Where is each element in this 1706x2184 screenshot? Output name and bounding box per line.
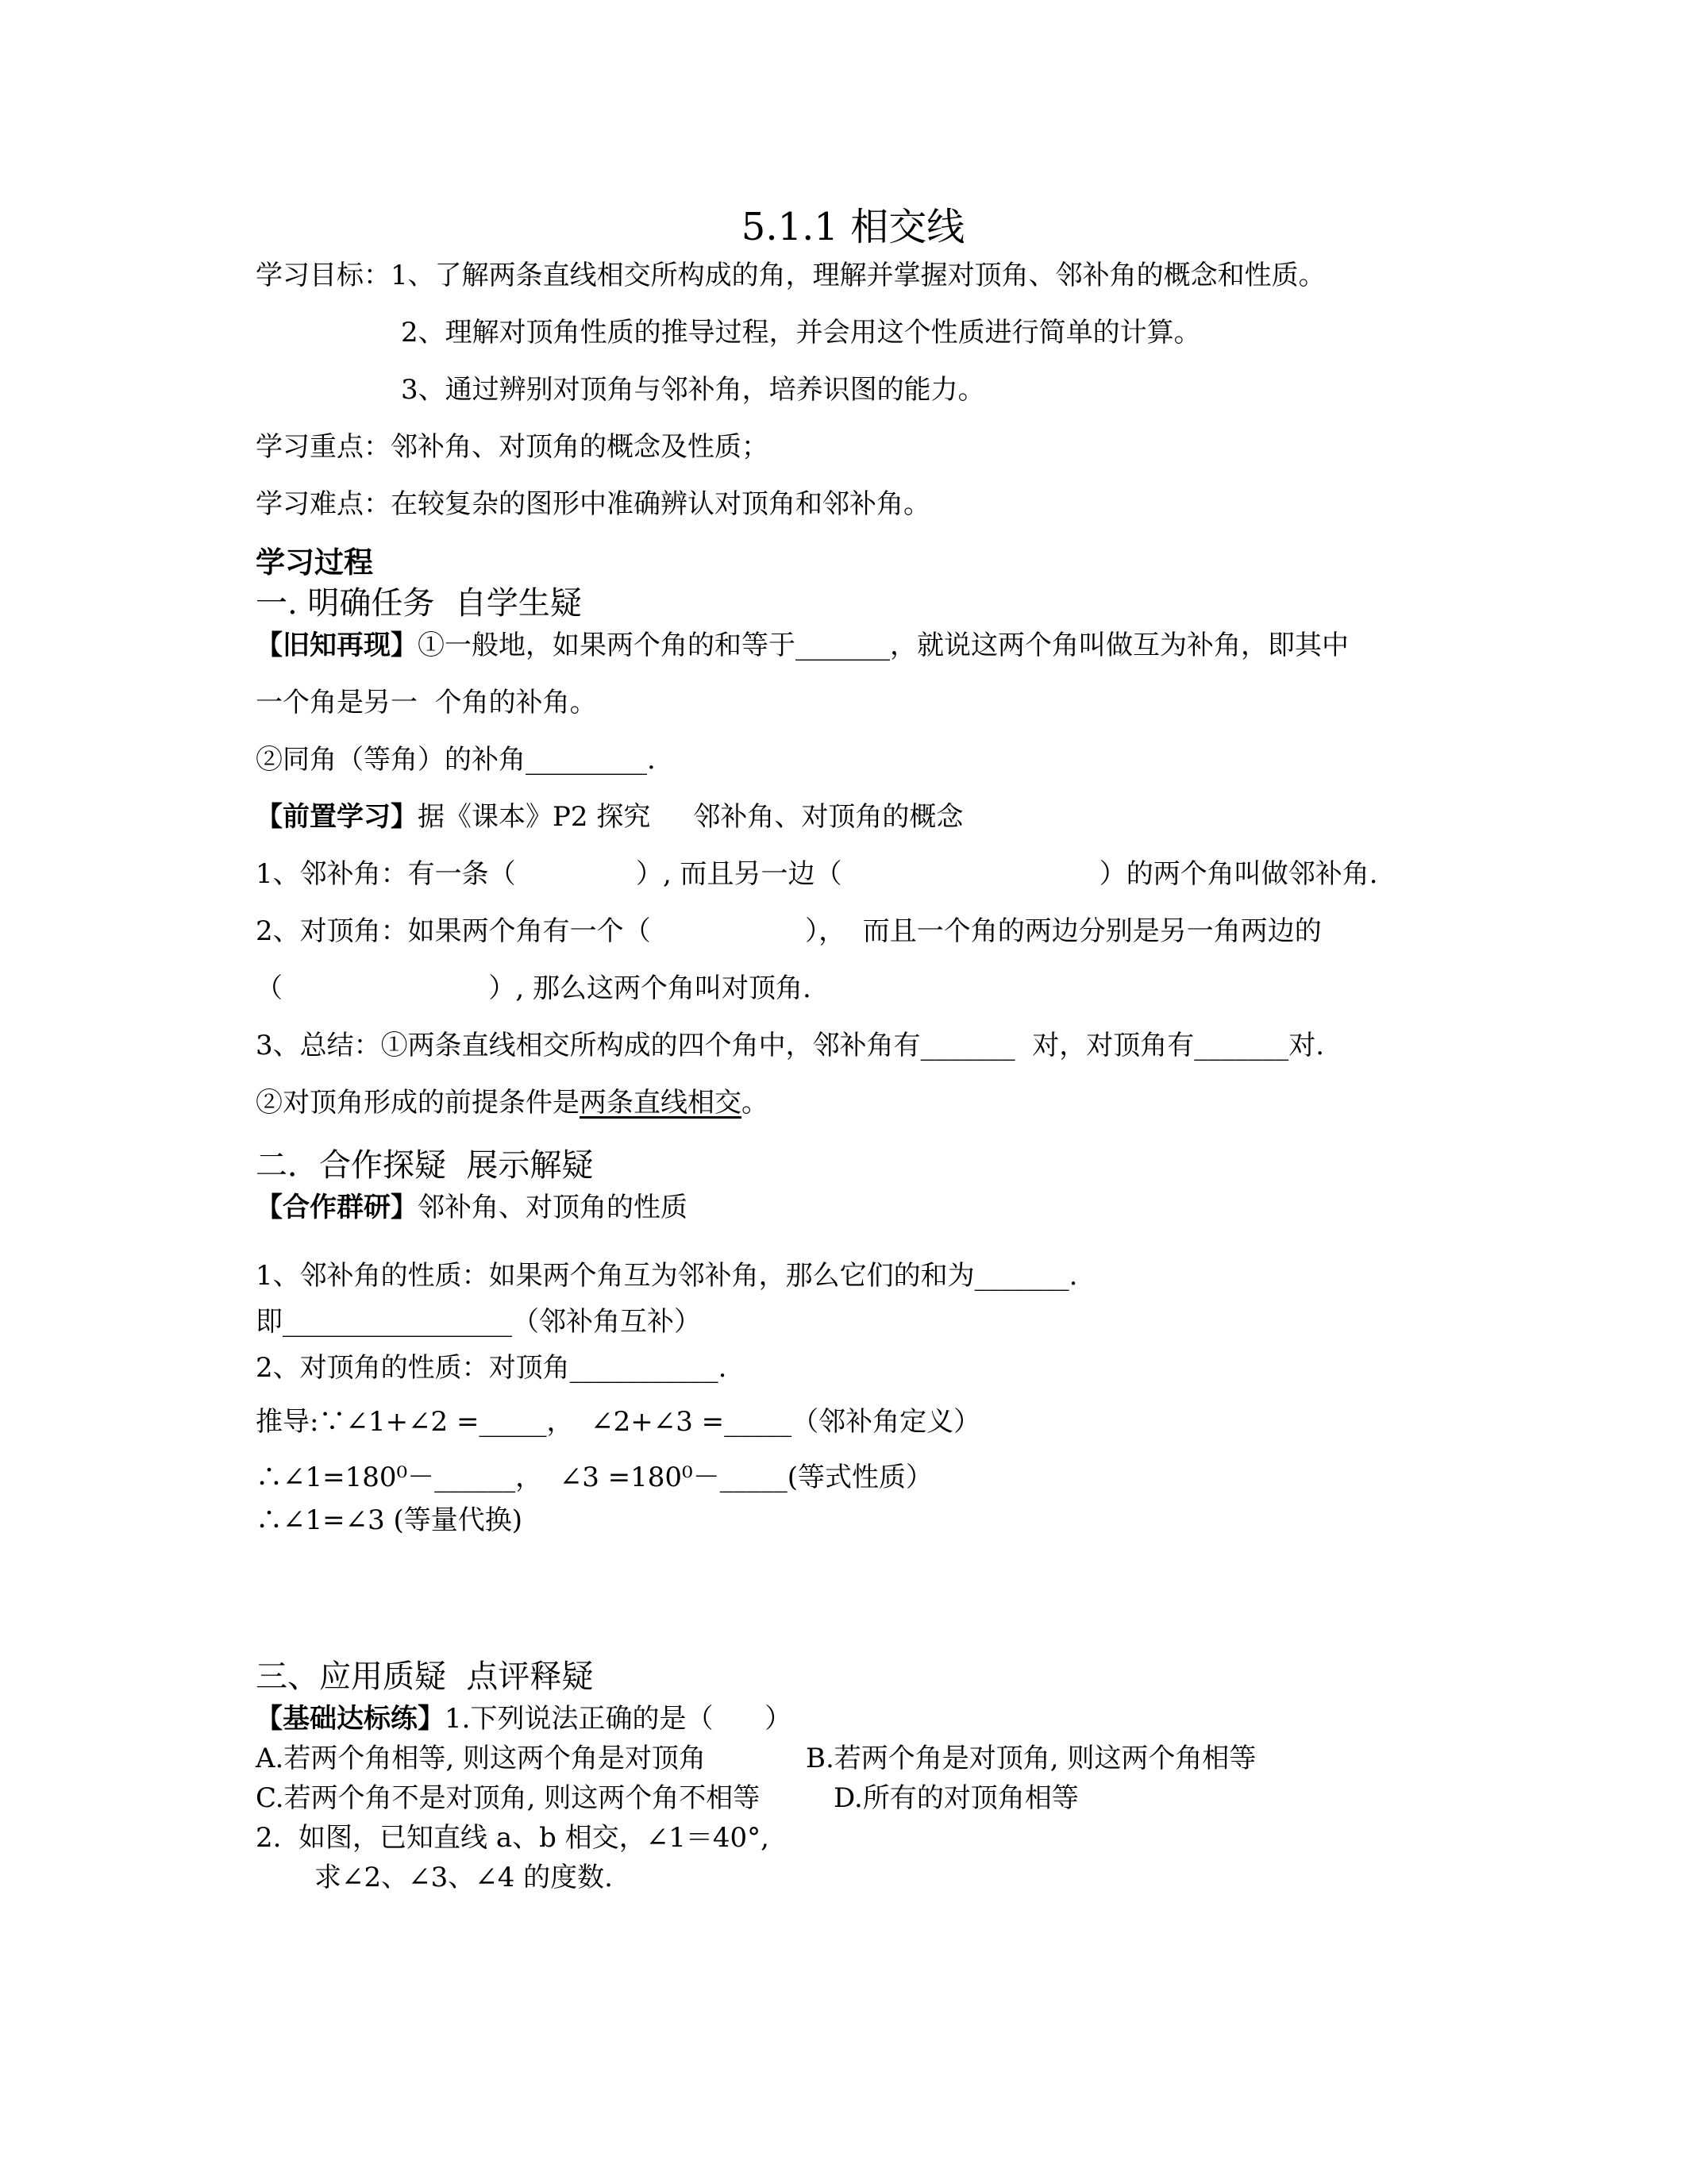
question-1: 1、邻补角：有一条（ ）, 而且另一边（ ）的两个角叫做邻补角. bbox=[256, 858, 1378, 890]
option-c: C.若两个角不是对顶角, 则这两个角不相等 bbox=[256, 1782, 761, 1814]
review-tag: 【旧知再现】 bbox=[256, 630, 418, 661]
section-2-heading: 二．合作探疑 展示解疑 bbox=[256, 1147, 594, 1184]
property-1: 1、邻补角的性质：如果两个角互为邻补角，那么它们的和为_______. bbox=[256, 1260, 1078, 1292]
goal-line-2: 2、理解对顶角性质的推导过程，并会用这个性质进行简单的计算。 bbox=[401, 317, 1201, 349]
page-title: 5.1.1 相交线 bbox=[741, 205, 965, 249]
section-3-heading: 三、应用质疑 点评释疑 bbox=[256, 1658, 594, 1695]
option-d: D.所有的对顶角相等 bbox=[834, 1782, 1079, 1814]
question-2-ask: 求∠2、∠3、∠4 的度数. bbox=[314, 1862, 613, 1893]
premise-underlined: 两条直线相交 bbox=[580, 1087, 741, 1119]
derivation-line-1: 推导:∵∠1+∠2 =_____， ∠2+∠3 =_____（邻补角定义） bbox=[256, 1406, 981, 1438]
question-3: 3、总结：①两条直线相交所构成的四个角中，邻补角有_______ 对，对顶角有_______对. bbox=[256, 1030, 1325, 1061]
question-3-continued bbox=[256, 1087, 768, 1119]
difficulty-line: 学习难点：在较复杂的图形中准确辨认对顶角和邻补角。 bbox=[256, 488, 930, 520]
question-2-stem: 2. 如图，已知直线 a、b 相交，∠1＝40°, bbox=[256, 1822, 769, 1854]
pre-study-tag: 【前置学习】 bbox=[256, 801, 418, 833]
pre-study-line bbox=[256, 801, 964, 833]
property-2: 2、对顶角的性质：对顶角___________. bbox=[256, 1352, 727, 1384]
question-2: 2、对顶角：如果两个角有一个（ ）， 而且一个角的两边分别是另一角两边的 bbox=[256, 915, 1322, 947]
review-line-2: 一个角是另一 个角的补角。 bbox=[256, 687, 597, 718]
section-1-heading: 一. 明确任务 自学生疑 bbox=[256, 585, 582, 622]
coop-tag: 【合作群研】 bbox=[256, 1192, 418, 1223]
review-line-3: ②同角（等角）的补角_________. bbox=[256, 744, 656, 776]
question-2-continued: （ ）, 那么这两个角叫对顶角. bbox=[256, 973, 811, 1004]
property-1-continued: 即_________________（邻补角互补） bbox=[256, 1306, 701, 1338]
premise-text: ②对顶角形成的前提条件是 bbox=[256, 1087, 580, 1119]
pre-study-text: 据《课本》P2 探究 邻补角、对顶角的概念 bbox=[418, 801, 964, 833]
coop-text: 邻补角、对顶角的性质 bbox=[418, 1192, 687, 1223]
option-b: B.若两个角是对顶角, 则这两个角相等 bbox=[806, 1743, 1257, 1774]
derivation-line-3: ∴∠1=∠3 (等量代换) bbox=[256, 1504, 523, 1536]
basic-practice-line bbox=[256, 1703, 792, 1735]
goal-line-3: 3、通过辨别对顶角与邻补角，培养识图的能力。 bbox=[401, 374, 985, 406]
goal-line-1: 学习目标：1、了解两条直线相交所构成的角，理解并掌握对顶角、邻补角的概念和性质。 bbox=[256, 260, 1326, 291]
basic-practice-tag: 【基础达标练】 bbox=[256, 1703, 445, 1735]
premise-end: 。 bbox=[741, 1087, 768, 1119]
review-line-1 bbox=[256, 632, 1349, 659]
process-heading: 学习过程 bbox=[256, 545, 373, 580]
coop-line bbox=[256, 1194, 687, 1221]
option-a: A.若两个角相等, 则这两个角是对顶角 bbox=[256, 1743, 706, 1774]
derivation-line-2: ∴∠1=180⁰－______， ∠3 =180⁰－_____(等式性质） bbox=[256, 1462, 933, 1493]
basic-practice-text: 1.下列说法正确的是（ ） bbox=[445, 1703, 792, 1735]
review-text-1: ①一般地，如果两个角的和等于_______，就说这两个角叫做互为补角，即其中 bbox=[418, 630, 1349, 661]
focus-line: 学习重点：邻补角、对顶角的概念及性质； bbox=[256, 431, 768, 463]
